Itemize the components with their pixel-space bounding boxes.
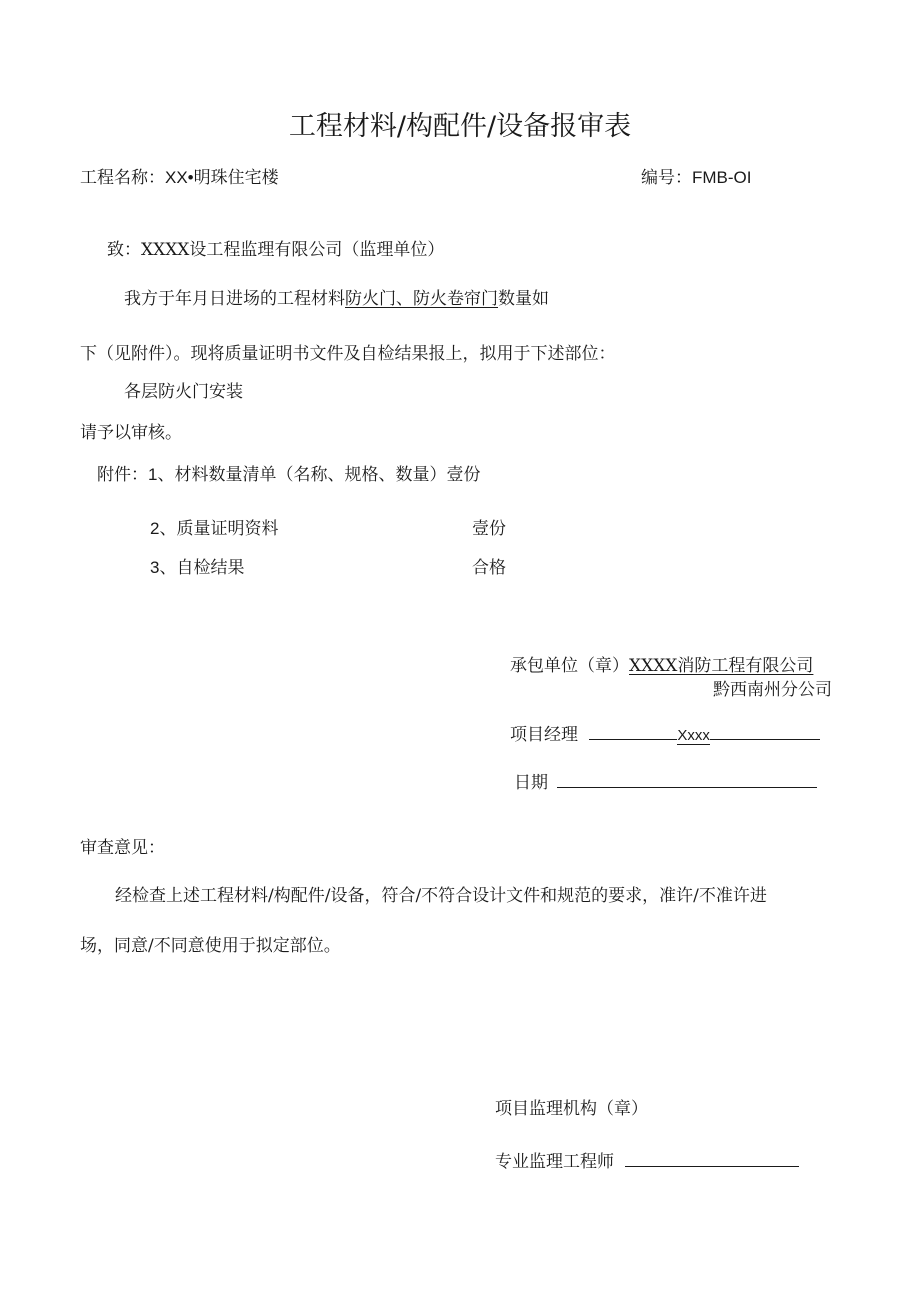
attachment-row-3 xyxy=(150,556,244,580)
supervision-engineer-label: 专业监理工程师 xyxy=(495,1152,614,1172)
review-text-line-1: 经检查上述工程材料/构配件/设备，符合/不符合设计文件和规范的要求，准许/不准许进 xyxy=(115,886,767,906)
recipient-line: 致：XXXX设工程监理有限公司（监理单位） xyxy=(107,240,445,260)
attachment-row-2 xyxy=(150,517,278,541)
install-location: 各层防火门安装 xyxy=(124,382,243,402)
project-manager-row xyxy=(510,723,820,747)
signature-line xyxy=(589,723,677,740)
contractor-label: 承包单位（章） xyxy=(510,656,629,676)
attachment-name: 质量证明资料 xyxy=(176,519,279,539)
attachments-label: 附件： xyxy=(97,465,148,485)
review-label: 审查意见： xyxy=(80,838,165,858)
body-line-1-prefix: 我方于年月日进场的工程材料 xyxy=(124,289,345,309)
body-line-1 xyxy=(124,287,549,311)
attachment-num: 3、 xyxy=(150,558,177,577)
attachment-qty: 合格 xyxy=(472,558,506,578)
date-row xyxy=(514,771,817,795)
contractor-branch: 黔西南州分公司 xyxy=(713,680,832,700)
project-name-label: 工程名称： xyxy=(80,168,165,188)
contractor-row xyxy=(510,654,813,678)
form-number-label: 编号： xyxy=(641,168,692,188)
project-name-value: XX•明珠住宅楼 xyxy=(165,168,279,187)
attachment-row-1 xyxy=(97,463,480,487)
body-line-1-suffix: 数量如 xyxy=(498,289,549,309)
project-name-row xyxy=(80,166,279,190)
attachment-name: 自检结果 xyxy=(176,558,245,578)
attachment-name: 材料数量清单（名称、规格、数量） xyxy=(174,465,447,485)
form-number-row xyxy=(641,166,752,190)
contractor-company: XXXX消防工程有限公司 xyxy=(629,656,814,676)
form-number-value: FMB-OI xyxy=(692,168,752,187)
material-name: 防火门、防火卷帘门 xyxy=(345,289,498,309)
page-title: 工程材料/构配件/设备报审表 xyxy=(288,111,632,142)
date-label: 日期 xyxy=(514,773,548,793)
attachment-num: 1、 xyxy=(148,465,175,484)
project-manager-label: 项目经理 xyxy=(510,725,578,745)
supervision-org-label: 项目监理机构（章） xyxy=(495,1099,648,1119)
signature-line xyxy=(625,1150,799,1167)
review-request: 请予以审核。 xyxy=(80,423,182,443)
project-manager-value: Xxxx xyxy=(677,727,710,744)
review-text-line-2: 场，同意/不同意使用于拟定部位。 xyxy=(80,936,341,956)
date-line xyxy=(557,771,817,788)
body-line-2: 下（见附件）。现将质量证明书文件及自检结果报上，拟用于下述部位： xyxy=(80,344,616,364)
supervision-engineer-row xyxy=(495,1150,799,1174)
attachment-qty: 壹份 xyxy=(446,465,481,485)
attachment-qty: 壹份 xyxy=(472,519,506,539)
signature-line xyxy=(710,723,820,740)
attachment-num: 2、 xyxy=(150,519,177,538)
